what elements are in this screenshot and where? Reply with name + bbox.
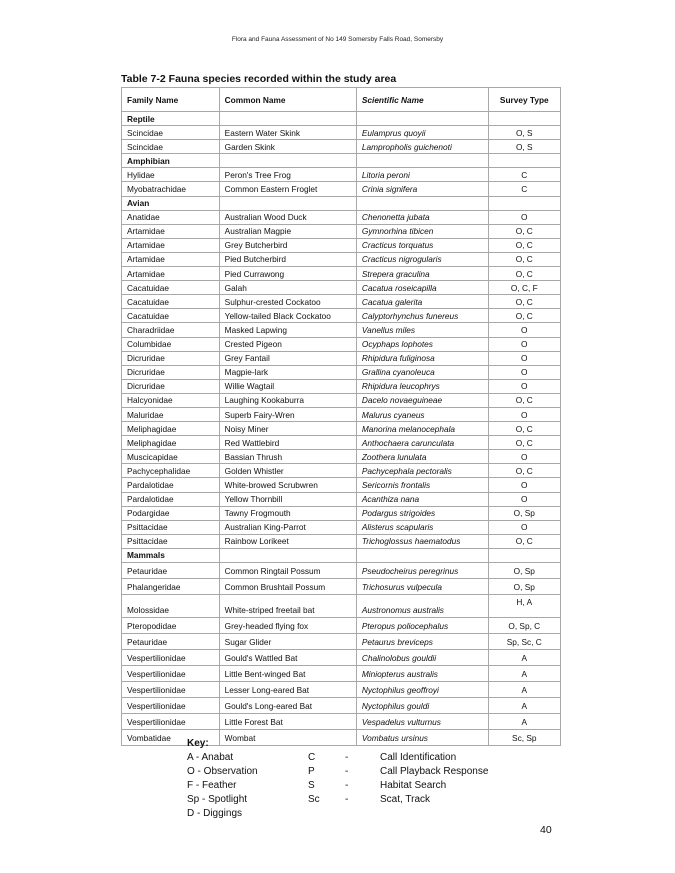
survey-type-cell: Sc, Sp (488, 730, 560, 746)
table-row (122, 182, 561, 196)
scientific-name-cell: Chalinolobus gouldii (356, 650, 488, 666)
family-cell: Vespertilionidae (122, 682, 220, 698)
survey-type-cell: O (488, 365, 560, 379)
scientific-name-cell: Pseudocheirus peregrinus (356, 563, 488, 579)
table-row (122, 618, 561, 634)
common-name-cell: Common Eastern Froglet (219, 182, 356, 196)
family-cell: Columbidae (122, 337, 220, 351)
scientific-name-cell: Cacatua roseicapilla (356, 281, 488, 295)
table-row (122, 323, 561, 337)
family-cell: Pteropodidae (122, 618, 220, 634)
common-name-cell: White-striped freetail bat (219, 595, 356, 618)
family-cell: Scincidae (122, 140, 220, 154)
scientific-name-cell: Chenonetta jubata (356, 210, 488, 224)
table-body (122, 112, 561, 746)
table-row (122, 309, 561, 323)
table-row (122, 579, 561, 595)
col-header-common: Common Name (219, 88, 356, 112)
survey-type-cell: O (488, 337, 560, 351)
survey-type-cell: O, C (488, 309, 560, 323)
common-name-cell: Yellow Thornbill (219, 492, 356, 506)
survey-type-cell: O (488, 379, 560, 393)
table-row (122, 140, 561, 154)
family-cell: Artamidae (122, 267, 220, 281)
group-row (122, 196, 561, 210)
scientific-name-cell: Acanthiza nana (356, 492, 488, 506)
group-label: Avian (122, 196, 220, 210)
common-name-cell: Golden Whistler (219, 464, 356, 478)
survey-type-cell: Sp, Sc, C (488, 634, 560, 650)
key-abbrev: F - Feather (187, 780, 237, 791)
group-row (122, 548, 561, 562)
group-label: Mammals (122, 548, 220, 562)
empty-cell (488, 154, 560, 168)
key-row (187, 780, 447, 794)
table-row (122, 520, 561, 534)
scientific-name-cell: Strepera graculina (356, 267, 488, 281)
scientific-name-cell: Cracticus nigrogularis (356, 252, 488, 266)
scientific-name-cell: Miniopterus australis (356, 666, 488, 682)
survey-type-cell: A (488, 666, 560, 682)
col-header-survey: Survey Type (488, 88, 560, 112)
key-row (187, 752, 457, 766)
common-name-cell: Grey Butcherbird (219, 238, 356, 252)
survey-type-cell: A (488, 698, 560, 714)
empty-cell (219, 196, 356, 210)
common-name-cell: Common Brushtail Possum (219, 579, 356, 595)
table-row (122, 464, 561, 478)
table-row (122, 666, 561, 682)
survey-type-cell: O (488, 407, 560, 421)
scientific-name-cell: Podargus strigoides (356, 506, 488, 520)
scientific-name-cell: Lampropholis guichenoti (356, 140, 488, 154)
common-name-cell: Gould's Long-eared Bat (219, 698, 356, 714)
family-cell: Dicruridae (122, 351, 220, 365)
survey-type-cell: O, C (488, 436, 560, 450)
empty-cell (219, 112, 356, 126)
common-name-cell: Magpie-lark (219, 365, 356, 379)
scientific-name-cell: Dacelo novaeguineae (356, 393, 488, 407)
key-row (187, 794, 431, 808)
scientific-name-cell: Austronomus australis (356, 595, 488, 618)
key-dash: - (345, 766, 349, 777)
key-row (187, 766, 489, 780)
family-cell: Vombatidae (122, 730, 220, 746)
scientific-name-cell: Vespadelus vulturnus (356, 714, 488, 730)
family-cell: Psittacidae (122, 534, 220, 548)
common-name-cell: Yellow-tailed Black Cockatoo (219, 309, 356, 323)
survey-type-cell: O (488, 520, 560, 534)
common-name-cell: Sugar Glider (219, 634, 356, 650)
key-title: Key: (187, 738, 209, 749)
common-name-cell: Little Forest Bat (219, 714, 356, 730)
table-row (122, 379, 561, 393)
empty-cell (488, 548, 560, 562)
table-header-row (122, 88, 561, 112)
common-name-cell: Laughing Kookaburra (219, 393, 356, 407)
key-legend (187, 738, 489, 822)
scientific-name-cell: Ocyphaps lophotes (356, 337, 488, 351)
common-name-cell: Pied Butcherbird (219, 252, 356, 266)
survey-type-cell: A (488, 714, 560, 730)
family-cell: Hylidae (122, 168, 220, 182)
key-code: P (308, 766, 315, 777)
family-cell: Charadriidae (122, 323, 220, 337)
common-name-cell: Grey-headed flying fox (219, 618, 356, 634)
scientific-name-cell: Litoria peroni (356, 168, 488, 182)
scientific-name-cell: Manorina melanocephala (356, 422, 488, 436)
family-cell: Dicruridae (122, 365, 220, 379)
family-cell: Vespertilionidae (122, 714, 220, 730)
scientific-name-cell: Cracticus torquatus (356, 238, 488, 252)
survey-type-cell: O, Sp (488, 563, 560, 579)
family-cell: Petauridae (122, 563, 220, 579)
table-row (122, 281, 561, 295)
scientific-name-cell: Gymnorhina tibicen (356, 224, 488, 238)
family-cell: Maluridae (122, 407, 220, 421)
empty-cell (219, 548, 356, 562)
scientific-name-cell: Trichosurus vulpecula (356, 579, 488, 595)
common-name-cell: Common Ringtail Possum (219, 563, 356, 579)
common-name-cell: Gould's Wattled Bat (219, 650, 356, 666)
key-description: Call Playback Response (380, 766, 489, 777)
survey-type-cell: O, C (488, 534, 560, 548)
table-row (122, 351, 561, 365)
table-row (122, 478, 561, 492)
common-name-cell: Eastern Water Skink (219, 126, 356, 140)
common-name-cell: Red Wattlebird (219, 436, 356, 450)
family-cell: Podargidae (122, 506, 220, 520)
key-dash: - (345, 752, 349, 763)
family-cell: Vespertilionidae (122, 698, 220, 714)
key-rows (187, 752, 489, 822)
survey-type-cell: O, C (488, 238, 560, 252)
common-name-cell: Wombat (219, 730, 356, 746)
survey-type-cell: O (488, 478, 560, 492)
fauna-table (121, 87, 561, 746)
survey-type-cell: O, S (488, 140, 560, 154)
empty-cell (219, 154, 356, 168)
survey-type-cell: O, C (488, 267, 560, 281)
common-name-cell: Pied Currawong (219, 267, 356, 281)
scientific-name-cell: Grallina cyanoleuca (356, 365, 488, 379)
scientific-name-cell: Cacatua galerita (356, 295, 488, 309)
common-name-cell: Peron's Tree Frog (219, 168, 356, 182)
survey-type-cell: O, C, F (488, 281, 560, 295)
key-code: Sc (308, 794, 320, 805)
common-name-cell: Superb Fairy-Wren (219, 407, 356, 421)
family-cell: Artamidae (122, 252, 220, 266)
survey-type-cell: A (488, 682, 560, 698)
scientific-name-cell: Trichoglossus haematodus (356, 534, 488, 548)
scientific-name-cell: Anthochaera carunculata (356, 436, 488, 450)
table-row (122, 365, 561, 379)
family-cell: Pardalotidae (122, 478, 220, 492)
key-code: S (308, 780, 315, 791)
family-cell: Pachycephalidae (122, 464, 220, 478)
table-row (122, 210, 561, 224)
scientific-name-cell: Rhipidura fuliginosa (356, 351, 488, 365)
table-row (122, 252, 561, 266)
family-cell: Petauridae (122, 634, 220, 650)
scientific-name-cell: Zoothera lunulata (356, 450, 488, 464)
group-row (122, 154, 561, 168)
scientific-name-cell: Eulamprus quoyii (356, 126, 488, 140)
key-abbrev: D - Diggings (187, 808, 243, 819)
survey-type-cell: O, C (488, 252, 560, 266)
scientific-name-cell: Pteropus poliocephalus (356, 618, 488, 634)
common-name-cell: Rainbow Lorikeet (219, 534, 356, 548)
table-row (122, 492, 561, 506)
common-name-cell: Sulphur-crested Cockatoo (219, 295, 356, 309)
table-row (122, 238, 561, 252)
common-name-cell: Tawny Frogmouth (219, 506, 356, 520)
survey-type-cell: O, C (488, 224, 560, 238)
group-row (122, 112, 561, 126)
common-name-cell: Australian Magpie (219, 224, 356, 238)
scientific-name-cell: Crinia signifera (356, 182, 488, 196)
common-name-cell: Bassian Thrush (219, 450, 356, 464)
common-name-cell: Garden Skink (219, 140, 356, 154)
family-cell: Artamidae (122, 224, 220, 238)
table-row (122, 393, 561, 407)
table-row (122, 506, 561, 520)
scientific-name-cell: Calyptorhynchus funereus (356, 309, 488, 323)
survey-type-cell: O, C (488, 295, 560, 309)
family-cell: Phalangeridae (122, 579, 220, 595)
scientific-name-cell: Malurus cyaneus (356, 407, 488, 421)
scientific-name-cell: Rhipidura leucophrys (356, 379, 488, 393)
scientific-name-cell: Nyctophilus gouldi (356, 698, 488, 714)
survey-type-cell: O, C (488, 422, 560, 436)
empty-cell (356, 112, 488, 126)
family-cell: Meliphagidae (122, 422, 220, 436)
empty-cell (488, 112, 560, 126)
family-cell: Scincidae (122, 126, 220, 140)
common-name-cell: Grey Fantail (219, 351, 356, 365)
survey-type-cell: O (488, 351, 560, 365)
survey-type-cell: A (488, 650, 560, 666)
scientific-name-cell: Sericornis frontalis (356, 478, 488, 492)
scientific-name-cell: Vombatus ursinus (356, 730, 488, 746)
family-cell: Molossidae (122, 595, 220, 618)
family-cell: Muscicapidae (122, 450, 220, 464)
table-row (122, 267, 561, 281)
table-row (122, 168, 561, 182)
family-cell: Myobatrachidae (122, 182, 220, 196)
table-row (122, 650, 561, 666)
empty-cell (356, 154, 488, 168)
table-row (122, 534, 561, 548)
survey-type-cell: O, Sp, C (488, 618, 560, 634)
key-dash: - (345, 780, 349, 791)
survey-type-cell: O, Sp (488, 506, 560, 520)
family-cell: Anatidae (122, 210, 220, 224)
survey-type-cell: O (488, 450, 560, 464)
common-name-cell: Crested Pigeon (219, 337, 356, 351)
family-cell: Cacatuidae (122, 281, 220, 295)
scientific-name-cell: Petaurus breviceps (356, 634, 488, 650)
common-name-cell: Australian King-Parrot (219, 520, 356, 534)
survey-type-cell: O, S (488, 126, 560, 140)
scientific-name-cell: Vanellus miles (356, 323, 488, 337)
key-code: C (308, 752, 316, 763)
table-row (122, 563, 561, 579)
family-cell: Halcyonidae (122, 393, 220, 407)
table-row (122, 337, 561, 351)
common-name-cell: Australian Wood Duck (219, 210, 356, 224)
survey-type-cell: O (488, 492, 560, 506)
table-row (122, 295, 561, 309)
survey-type-cell: O (488, 323, 560, 337)
empty-cell (356, 196, 488, 210)
group-label: Reptile (122, 112, 220, 126)
key-description: Habitat Search (380, 780, 447, 791)
group-label: Amphibian (122, 154, 220, 168)
common-name-cell: Masked Lapwing (219, 323, 356, 337)
common-name-cell: Little Bent-winged Bat (219, 666, 356, 682)
table-row (122, 224, 561, 238)
common-name-cell: Willie Wagtail (219, 379, 356, 393)
common-name-cell: White-browed Scrubwren (219, 478, 356, 492)
common-name-cell: Noisy Miner (219, 422, 356, 436)
col-header-family: Family Name (122, 88, 220, 112)
key-abbrev: Sp - Spotlight (187, 794, 248, 805)
table-row (122, 450, 561, 464)
table-row (122, 407, 561, 421)
key-abbrev: O - Observation (187, 766, 258, 777)
table-row (122, 714, 561, 730)
survey-type-cell: O (488, 210, 560, 224)
family-cell: Vespertilionidae (122, 666, 220, 682)
col-header-scientific: Scientific Name (356, 88, 488, 112)
common-name-cell: Lesser Long-eared Bat (219, 682, 356, 698)
family-cell: Meliphagidae (122, 436, 220, 450)
survey-type-cell: C (488, 182, 560, 196)
table-row (122, 436, 561, 450)
key-description: Scat, Track (380, 794, 431, 805)
family-cell: Artamidae (122, 238, 220, 252)
scientific-name-cell: Pachycephala pectoralis (356, 464, 488, 478)
family-cell: Cacatuidae (122, 309, 220, 323)
scientific-name-cell: Nyctophilus geoffroyi (356, 682, 488, 698)
key-abbrev: A - Anabat (187, 752, 234, 763)
table-row (122, 126, 561, 140)
survey-type-cell: C (488, 168, 560, 182)
empty-cell (488, 196, 560, 210)
survey-type-cell: O, Sp (488, 579, 560, 595)
family-cell: Psittacidae (122, 520, 220, 534)
family-cell: Pardalotidae (122, 492, 220, 506)
family-cell: Vespertilionidae (122, 650, 220, 666)
scientific-name-cell: Alisterus scapularis (356, 520, 488, 534)
page-number: 40 (540, 824, 552, 836)
table-row (122, 634, 561, 650)
table-row (122, 595, 561, 618)
common-name-cell: Galah (219, 281, 356, 295)
family-cell: Cacatuidae (122, 295, 220, 309)
running-header: Flora and Fauna Assessment of No 149 Somersby Falls Road, Somersby (231, 36, 444, 43)
empty-cell (356, 548, 488, 562)
key-row (187, 808, 243, 822)
table-caption: Table 7-2 Fauna species recorded within the study area (121, 73, 397, 85)
table-row (122, 682, 561, 698)
key-dash: - (345, 794, 349, 805)
table-row (122, 698, 561, 714)
table-row (122, 422, 561, 436)
key-description: Call Identification (380, 752, 457, 763)
survey-type-cell: H, A (488, 595, 560, 618)
survey-type-cell: O, C (488, 393, 560, 407)
family-cell: Dicruridae (122, 379, 220, 393)
survey-type-cell: O, C (488, 464, 560, 478)
